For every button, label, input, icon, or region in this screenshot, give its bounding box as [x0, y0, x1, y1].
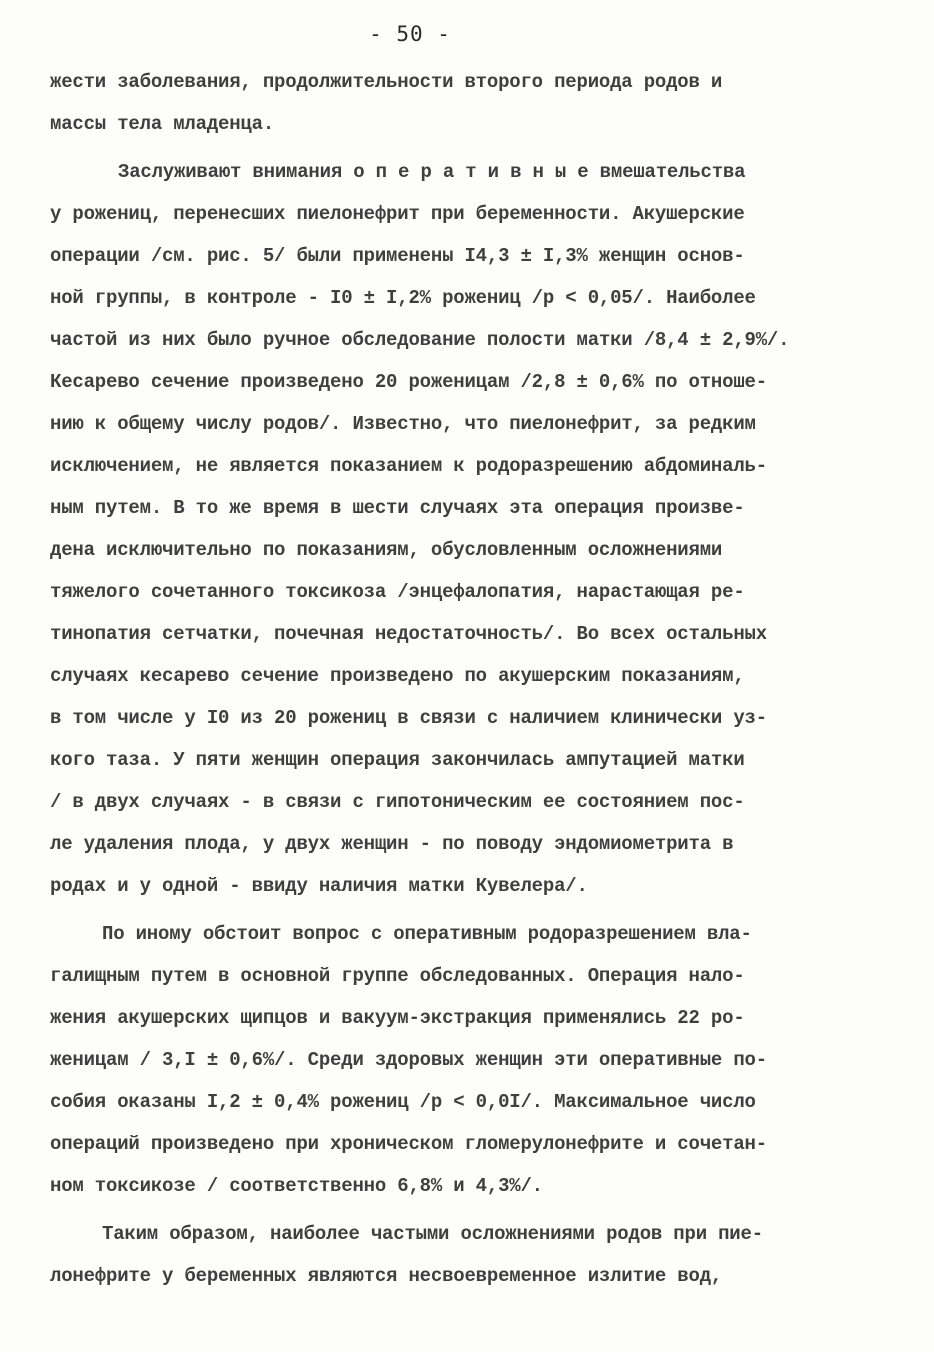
text-line: собия оказаны I,2 ± 0,4% рожениц /р < 0,0I/. Максимальное число	[50, 1091, 756, 1113]
paragraph-first-line: Заслуживают внимания о п е р а т и в н ы е вмешательства	[118, 161, 746, 183]
text-line: Кесарево сечение произведено 20 роженицам /2,8 ± 0,6% по отноше-	[50, 371, 767, 393]
text-line: кого таза. У пяти женщин операция закончилась ампутацией матки	[50, 749, 745, 771]
text-line: жести заболевания, продолжительности второго периода родов и	[50, 71, 723, 93]
text-line: родах и у одной - ввиду наличия матки Кувелера/.	[50, 875, 588, 897]
paragraph-first-line: По иному обстоит вопрос с оперативным родоразрешением вла-	[102, 923, 752, 945]
page-number: - 50 -	[369, 22, 451, 46]
text-line: тяжелого сочетанного токсикоза /энцефалопатия, нарастающая ре-	[50, 581, 745, 603]
text-line: ном токсикозе / соответственно 6,8% и 4,3%/.	[50, 1175, 543, 1197]
text-line: жения акушерских щипцов и вакуум-экстракция применялись 22 ро-	[50, 1007, 745, 1029]
text-line: галищным путем в основной группе обследованных. Операция нало-	[50, 965, 745, 987]
text-line: в том числе у I0 из 20 рожениц в связи с наличием клинически уз-	[50, 707, 767, 729]
text-line: операций произведено при хроническом гломерулонефрите и сочетан-	[50, 1133, 767, 1155]
text-line: / в двух случаях - в связи с гипотоническим ее состоянием пос-	[50, 791, 745, 813]
body-text	[50, 66, 880, 1302]
text-line: женицам / 3,I ± 0,6%/. Среди здоровых женщин эти оперативные по-	[50, 1049, 767, 1071]
text-line: лонефрите у беременных являются несвоевременное излитие вод,	[50, 1265, 723, 1287]
text-line: исключением, не является показанием к родоразрешению абдоминаль-	[50, 455, 767, 477]
text-line: операции /см. рис. 5/ были применены I4,3 ± I,3% женщин основ-	[50, 245, 745, 267]
paragraph-first-line: Таким образом, наиболее частыми осложнениями родов при пие-	[102, 1223, 763, 1245]
text-line: нию к общему числу родов/. Известно, что пиелонефрит, за редким	[50, 413, 756, 435]
text-line: тинопатия сетчатки, почечная недостаточность/. Во всех остальных	[50, 623, 767, 645]
text-line: случаях кесарево сечение произведено по акушерским показаниям,	[50, 665, 745, 687]
text-line: ной группы, в контроле - I0 ± I,2% рожениц /р < 0,05/. Наиболее	[50, 287, 756, 309]
text-line: ным путем. В то же время в шести случаях эта операция произве-	[50, 497, 745, 519]
text-line: ле удаления плода, у двух женщин - по поводу эндомиометрита в	[50, 833, 734, 855]
text-line: массы тела младенца.	[50, 113, 275, 135]
text-line: дена исключительно по показаниям, обусловленным осложнениями	[50, 539, 723, 561]
text-line: у рожениц, перенесших пиелонефрит при беременности. Акушерские	[50, 203, 745, 225]
text-line: частой из них было ручное обследование полости матки /8,4 ± 2,9%/.	[50, 329, 790, 351]
